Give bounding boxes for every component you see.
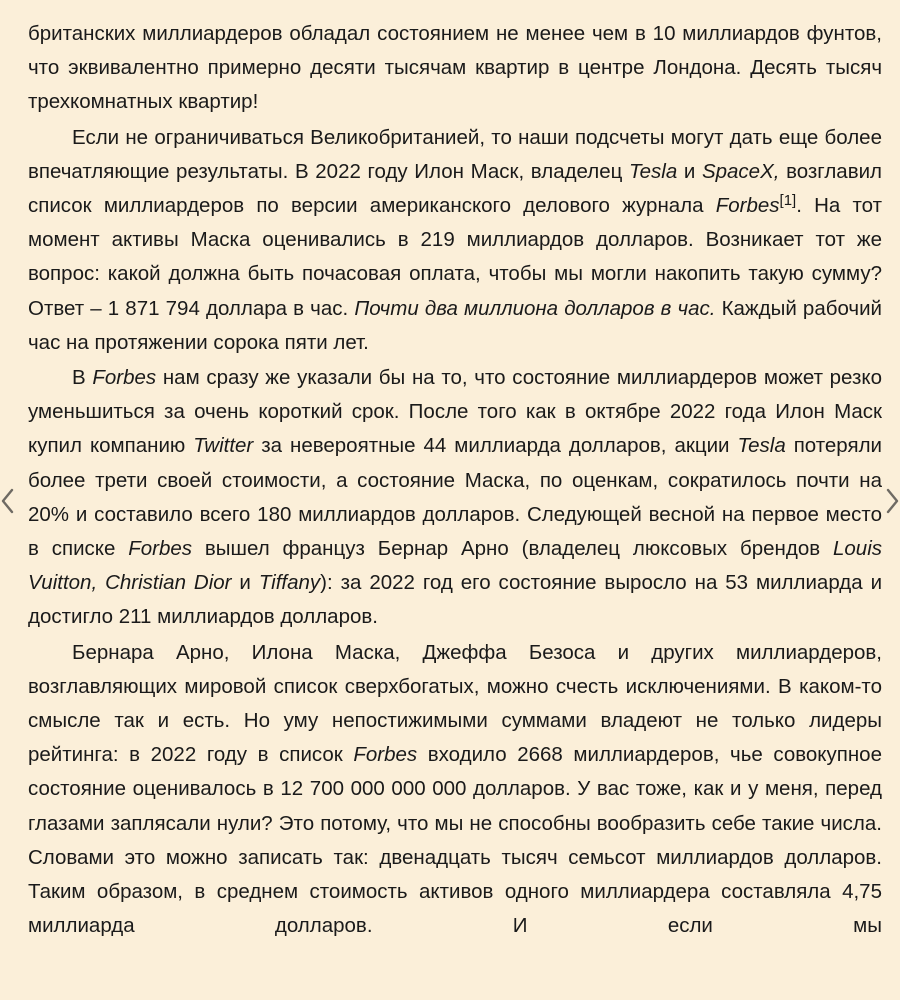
text-run: нам сразу же указали бы на то, что состояние миллиардеров может резко уменьшиться за очень короткий срок. После того как в октябре 2022 года Илон Маск купил компанию: [28, 366, 882, 458]
italic-text: Почти два миллиона долларов в час.: [354, 296, 716, 320]
text-run: В: [72, 366, 93, 390]
italic-text: Twitter: [193, 434, 254, 458]
text-run: ): за 2022 год его состояние выросло на 53 миллиарда и достигло 211 миллиардов долларов.: [28, 571, 882, 629]
italic-text: Tesla: [737, 434, 786, 458]
text-run: Если не ограничиваться Великобританией, то наши подсчеты могут дать еще более впечатляющие результаты. В 2022 году Илон Маск, владелец: [28, 125, 882, 183]
text-run: Каждый рабочий час на протяжении сорока пяти лет.: [28, 296, 882, 354]
paragraph: [28, 635, 882, 944]
paragraph: [28, 120, 882, 360]
chevron-left-icon: [0, 486, 16, 516]
text-run: возглавил список миллиардеров по версии американского делового журнала: [28, 159, 882, 218]
chevron-right-icon: [884, 486, 900, 516]
text-run: входило 2668 миллиардеров, чье совокупное состояние оценивалось в 12 700 000 000 000 долларов. У вас тоже, как и у меня, перед глазами заплясали нули? Это потому, что мы не способны вообразить себе такие числа. Словами это можно записать так: двенадцать тысяч семьсот миллиардов долларов. Таким образом, в среднем стоимость активов одного миллиардера составляла 4,75 миллиарда долларов. И если мы: [28, 743, 882, 938]
footnote-ref: [1]: [779, 192, 797, 210]
italic-text: Tiffany: [258, 571, 321, 595]
text-run: потеряли более трети своей стоимости, а состояние Маска, по оценкам, сократилось почти на 20% и составило всего 180 миллиардов долларов. Следующей весной на первое место в списке: [28, 434, 882, 561]
italic-text: Forbes: [92, 366, 157, 390]
italic-text: Forbes: [353, 743, 418, 767]
text-run: и: [677, 159, 702, 183]
next-page-button[interactable]: [884, 486, 900, 516]
italic-text: Forbes: [715, 194, 780, 218]
italic-text: Tesla: [629, 159, 678, 183]
text-run: вышел француз Бернар Арно (владелец люксовых брендов: [192, 537, 833, 561]
reader-page: [28, 0, 882, 1000]
text-run: британских миллиардеров обладал состоянием не менее чем в 10 миллиардов фунтов, что эквивалентно примерно десяти тысячам квартир в центре Лондона. Десять тысяч трехкомнатных квартир!: [28, 22, 882, 114]
paragraph: [28, 0, 882, 120]
italic-text: SpaceX,: [701, 159, 780, 183]
previous-page-button[interactable]: [0, 486, 16, 516]
text-run: Бернара Арно, Илона Маска, Джеффа Безоса и других миллиардеров, возглавляющих мировой список сверхбогатых, можно счесть исключениями. В каком-то смысле так и есть. Но уму непостижимыми суммами владеют не только лидеры рейтинга: в 2022 году в список: [28, 640, 882, 767]
italic-text: Forbes: [128, 537, 193, 561]
text-run: и: [231, 571, 259, 595]
italic-text: Louis Vuitton, Christian Dior: [28, 537, 882, 595]
text-run: . На тот момент активы Маска оценивались в 219 миллиардов долларов. Возникает тот же вопрос: какой должна быть почасовая оплата, чтобы мы могли накопить такую сумму? Ответ – 1 871 794 доллара в час.: [28, 194, 882, 320]
paragraph: [28, 360, 882, 635]
text-run: за невероятные 44 миллиарда долларов, акции: [253, 434, 738, 458]
